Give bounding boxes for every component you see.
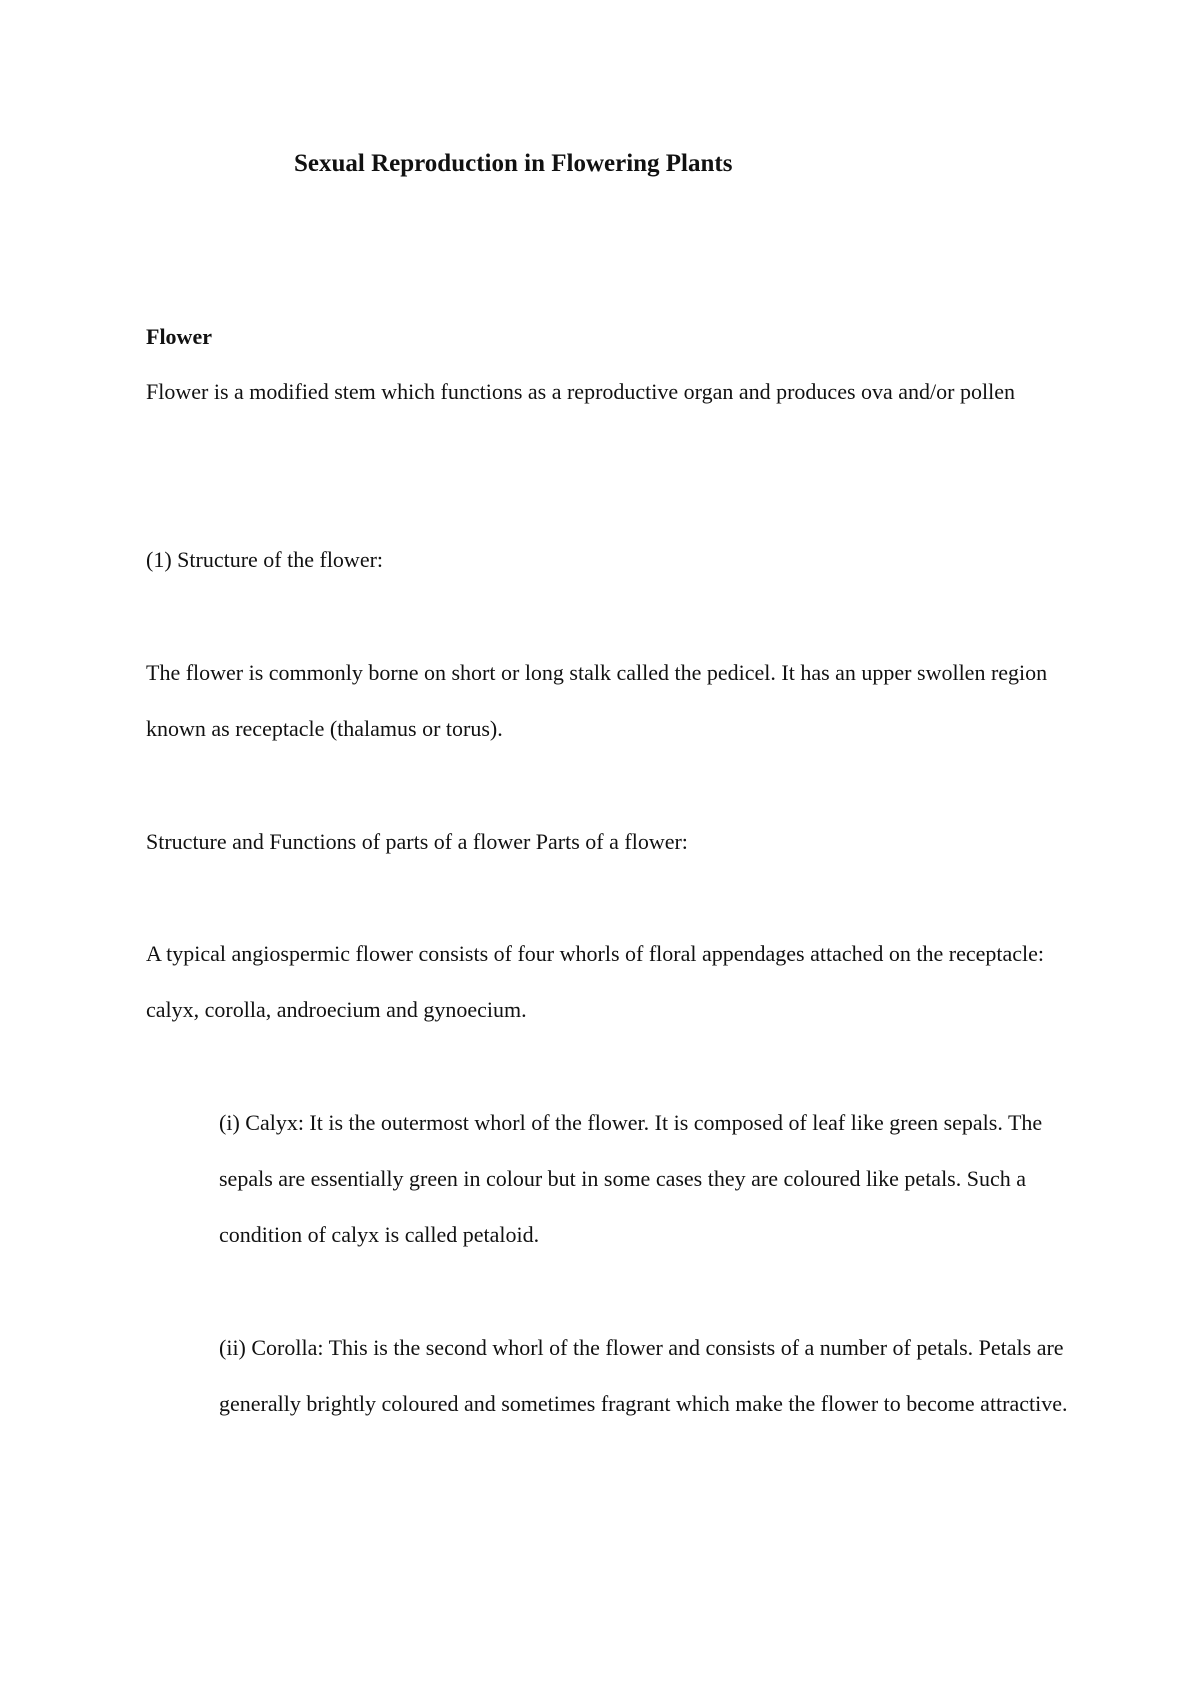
section-heading-flower: Flower: [146, 324, 212, 349]
document-title: Sexual Reproduction in Flowering Plants: [294, 150, 733, 177]
paragraph-pedicel: The flower is commonly borne on short or long stalk called the pedicel. It has an upper swollen region known as receptacle (thalamus or torus).: [146, 660, 1048, 741]
paragraph-parts-heading: Structure and Functions of parts of a flower Parts of a flower:: [146, 829, 688, 854]
paragraph-structure-heading: (1) Structure of the flower:: [146, 547, 384, 572]
paragraph-whorls: A typical angiospermic flower consists of four whorls of floral appendages attached on the receptacle: calyx, corolla, androecium and gynoecium.: [146, 941, 1045, 1022]
paragraph-definition: Flower is a modified stem which functions as a reproductive organ and produces ova and/or pollen: [146, 379, 1015, 404]
paragraph-corolla: (ii) Corolla: This is the second whorl of the flower and consists of a number of petals. Petals are generally brightly coloured and sometimes fragrant which make the flower to become attractive.: [219, 1335, 1068, 1416]
paragraph-calyx: (i) Calyx: It is the outermost whorl of the flower. It is composed of leaf like green sepals. The sepals are essentially green in colour but in some cases they are coloured like petals. Such a condition of calyx is called petaloid.: [219, 1110, 1043, 1247]
